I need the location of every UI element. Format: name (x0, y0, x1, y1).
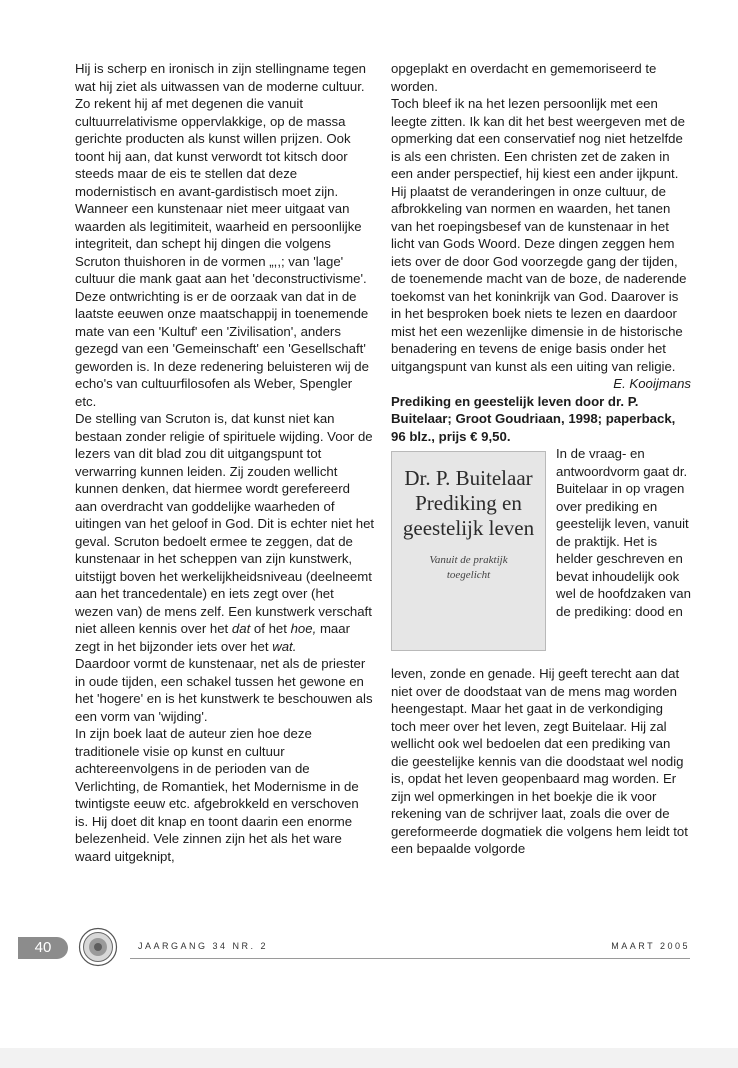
book-cover-title-line-1: Prediking en (415, 491, 522, 515)
review-signature: E. Kooijmans (613, 376, 691, 391)
left-paragraph-1: Hij is scherp en ironisch in zijn stellingname tegen wat hij ziet als uitwassen van de moderne cultuur. Zo rekent hij af met degenen die vanuit cultuurrelativisme oppervlakkige, op de massa gerichte producten als kunst willen prijzen. Ook toont hij aan, dat kunst verwordt tot kitsch door steeds maar de eis te stellen dat deze modernistisch en avant-gardistisch moet zijn. Wanneer een kunstenaar niet meer uitgaat van waarden als legitimiteit, waarheid en persoonlijke integriteit, dan schept hij dingen die volgens Scruton thuishoren in de vormen „,,; van 'lage' cultuur die mank gaat aan het 'deconstructivisme'. Deze ontwrichting is er de oorzaak van dat in de laatste eeuwen onze maatschappij in toenemende mate van een 'Kultuf' een 'Zivilisation', anders gezegd van een 'Gemeinschaft' een 'Gesellschaft' geworden is. In deze redenering beluisteren wij de echo's van cultuurfilosofen als Weber, Spengler etc. (75, 61, 369, 409)
left-paragraph-2-a: De stelling van Scruton is, dat kunst niet kan bestaan zonder religie of spirituele wijding. Voor de lezers van dit blad zou dit uitgangspunt tot verwarring kunnen leiden. Zij zouden wellicht kunnen denken, dat hiermee wordt gerefereerd aan overdracht van goddelijke waarheden of uitingen van het geloof in God. Dit is echter niet het geval. Scruton bedoelt ermee te zeggen, dat de kunstenaar in het scheppen van zijn kunstwerk, uitstijgt boven het werkelijkheidsniveau (deelneemt aan het trancedentale) en iets zegt over (het wezen van) de mens zelf. Een kunstwerk verschaft niet alleen kennis over het (75, 411, 375, 636)
book-cover-title-line-2: geestelijk leven (402, 516, 535, 540)
left-paragraph-2-c: maar zegt in het bijzonder iets over het (75, 621, 350, 654)
magazine-emblem-icon (78, 927, 118, 967)
left-column (75, 60, 375, 865)
left-paragraph-2 (75, 410, 375, 655)
issue-date: MAART 2005 (611, 941, 690, 951)
right-paragraph-3: leven, zonde en genade. Hij geeft terecht aan dat niet over de doodstaat van de mens mag worden heengestapt. Maar het gaat in de verkondiging toch meer over het leven, zegt Buitelaar. Hij zal wellicht ook wel bedoelen dat een prediking van die geestelijke kennis van die doodstaat wel nodig is, opdat het leven geopenbaard mag worden. Er zijn wel opmerkingen in het boekje die ik voor rekening van de schrijver laat, zoals die over de gereformeerde dogmatiek die volgens hem leidt tot een bepaalde volgorde (391, 666, 688, 856)
right-column (391, 60, 691, 858)
book-cover-title (392, 466, 545, 541)
page-number: 40 (18, 937, 68, 959)
book-cover-subtitle (392, 553, 545, 583)
review-heading: Prediking en geestelijk leven door dr. P. Buitelaar; Groot Goudriaan, 1998; paperback, 96 blz., prijs € 9,50. (391, 393, 676, 444)
issue-label: JAARGANG 34 NR. 2 (138, 941, 269, 951)
book-cover-author: Dr. P. Buitelaar (404, 466, 533, 490)
left-paragraph-4: In zijn boek laat de auteur zien hoe deze traditionele visie op kunst en cultuur achtereenvolgens in de perioden van de Verlichting, de Romantiek, het Modernisme in de twintigste eeuw etc. afgebrokkeld en verschoven is. Hij doet dit knap en toont daarin een enorme belezenheid. Vele zinnen zijn het als het ware waard uitgeknipt, (75, 726, 359, 864)
book-side-text: In de vraag- en antwoordvorm gaat dr. Buitelaar in op vragen over prediking en geestelijk leven, vanuit de praktijk. Het is helder geschreven en bevat inhoudelijk ook wel de hoofdzaken van de prediking: dood en (556, 446, 691, 619)
left-paragraph-3: Daardoor vormt de kunstenaar, net als de priester in oude tijden, een schakel tussen het gewone en het 'hogere' en is het kunstwerk te beschouwen als een vorm van 'wijding'. (75, 656, 373, 724)
book-cover-subtitle-line-1: Vanuit de praktijk (429, 554, 508, 566)
left-paragraph-2-b: of het (253, 621, 287, 636)
book-cover-image (391, 451, 546, 651)
footer-divider (130, 958, 690, 959)
emphasis-wat: wat. (272, 638, 297, 654)
emphasis-dat: dat (231, 621, 251, 636)
page-bottom-edge (0, 1048, 738, 1068)
right-paragraph-2: Toch bleef ik na het lezen persoonlijk met een leegte zitten. Ik kan dit het best weergeven met de opmerking dat een conservatief nog niet hetzelfde is als een christen. Een christen zet de zaken in een ander perspectief, hij kiest een ander ijkpunt. Hij plaatst de veranderingen in onze cultuur, de afbrokkeling van normen en waarden, het tanen van het roepingsbesef van de kunstenaar in het licht van Gods Woord. Deze dingen zeggen hem iets over de door God voorzegde gang der tijden, de toenemende macht van de boze, de naderende toekomst van het koninkrijk van God. Daarover is in het besproken boek niets te lezen en daardoor mist het een wezenlijke dimensie in de historische benadering en tevens de enige basis onder het uitgangspunt van kunst als een uiting van religie. (391, 96, 687, 374)
book-block (391, 445, 691, 665)
emphasis-hoe: hoe, (290, 621, 317, 636)
right-paragraph-1: opgeplakt en overdacht en gememoriseerd te worden. (391, 61, 657, 94)
book-cover-subtitle-line-2: toegelicht (446, 569, 491, 581)
page-footer (0, 927, 738, 967)
